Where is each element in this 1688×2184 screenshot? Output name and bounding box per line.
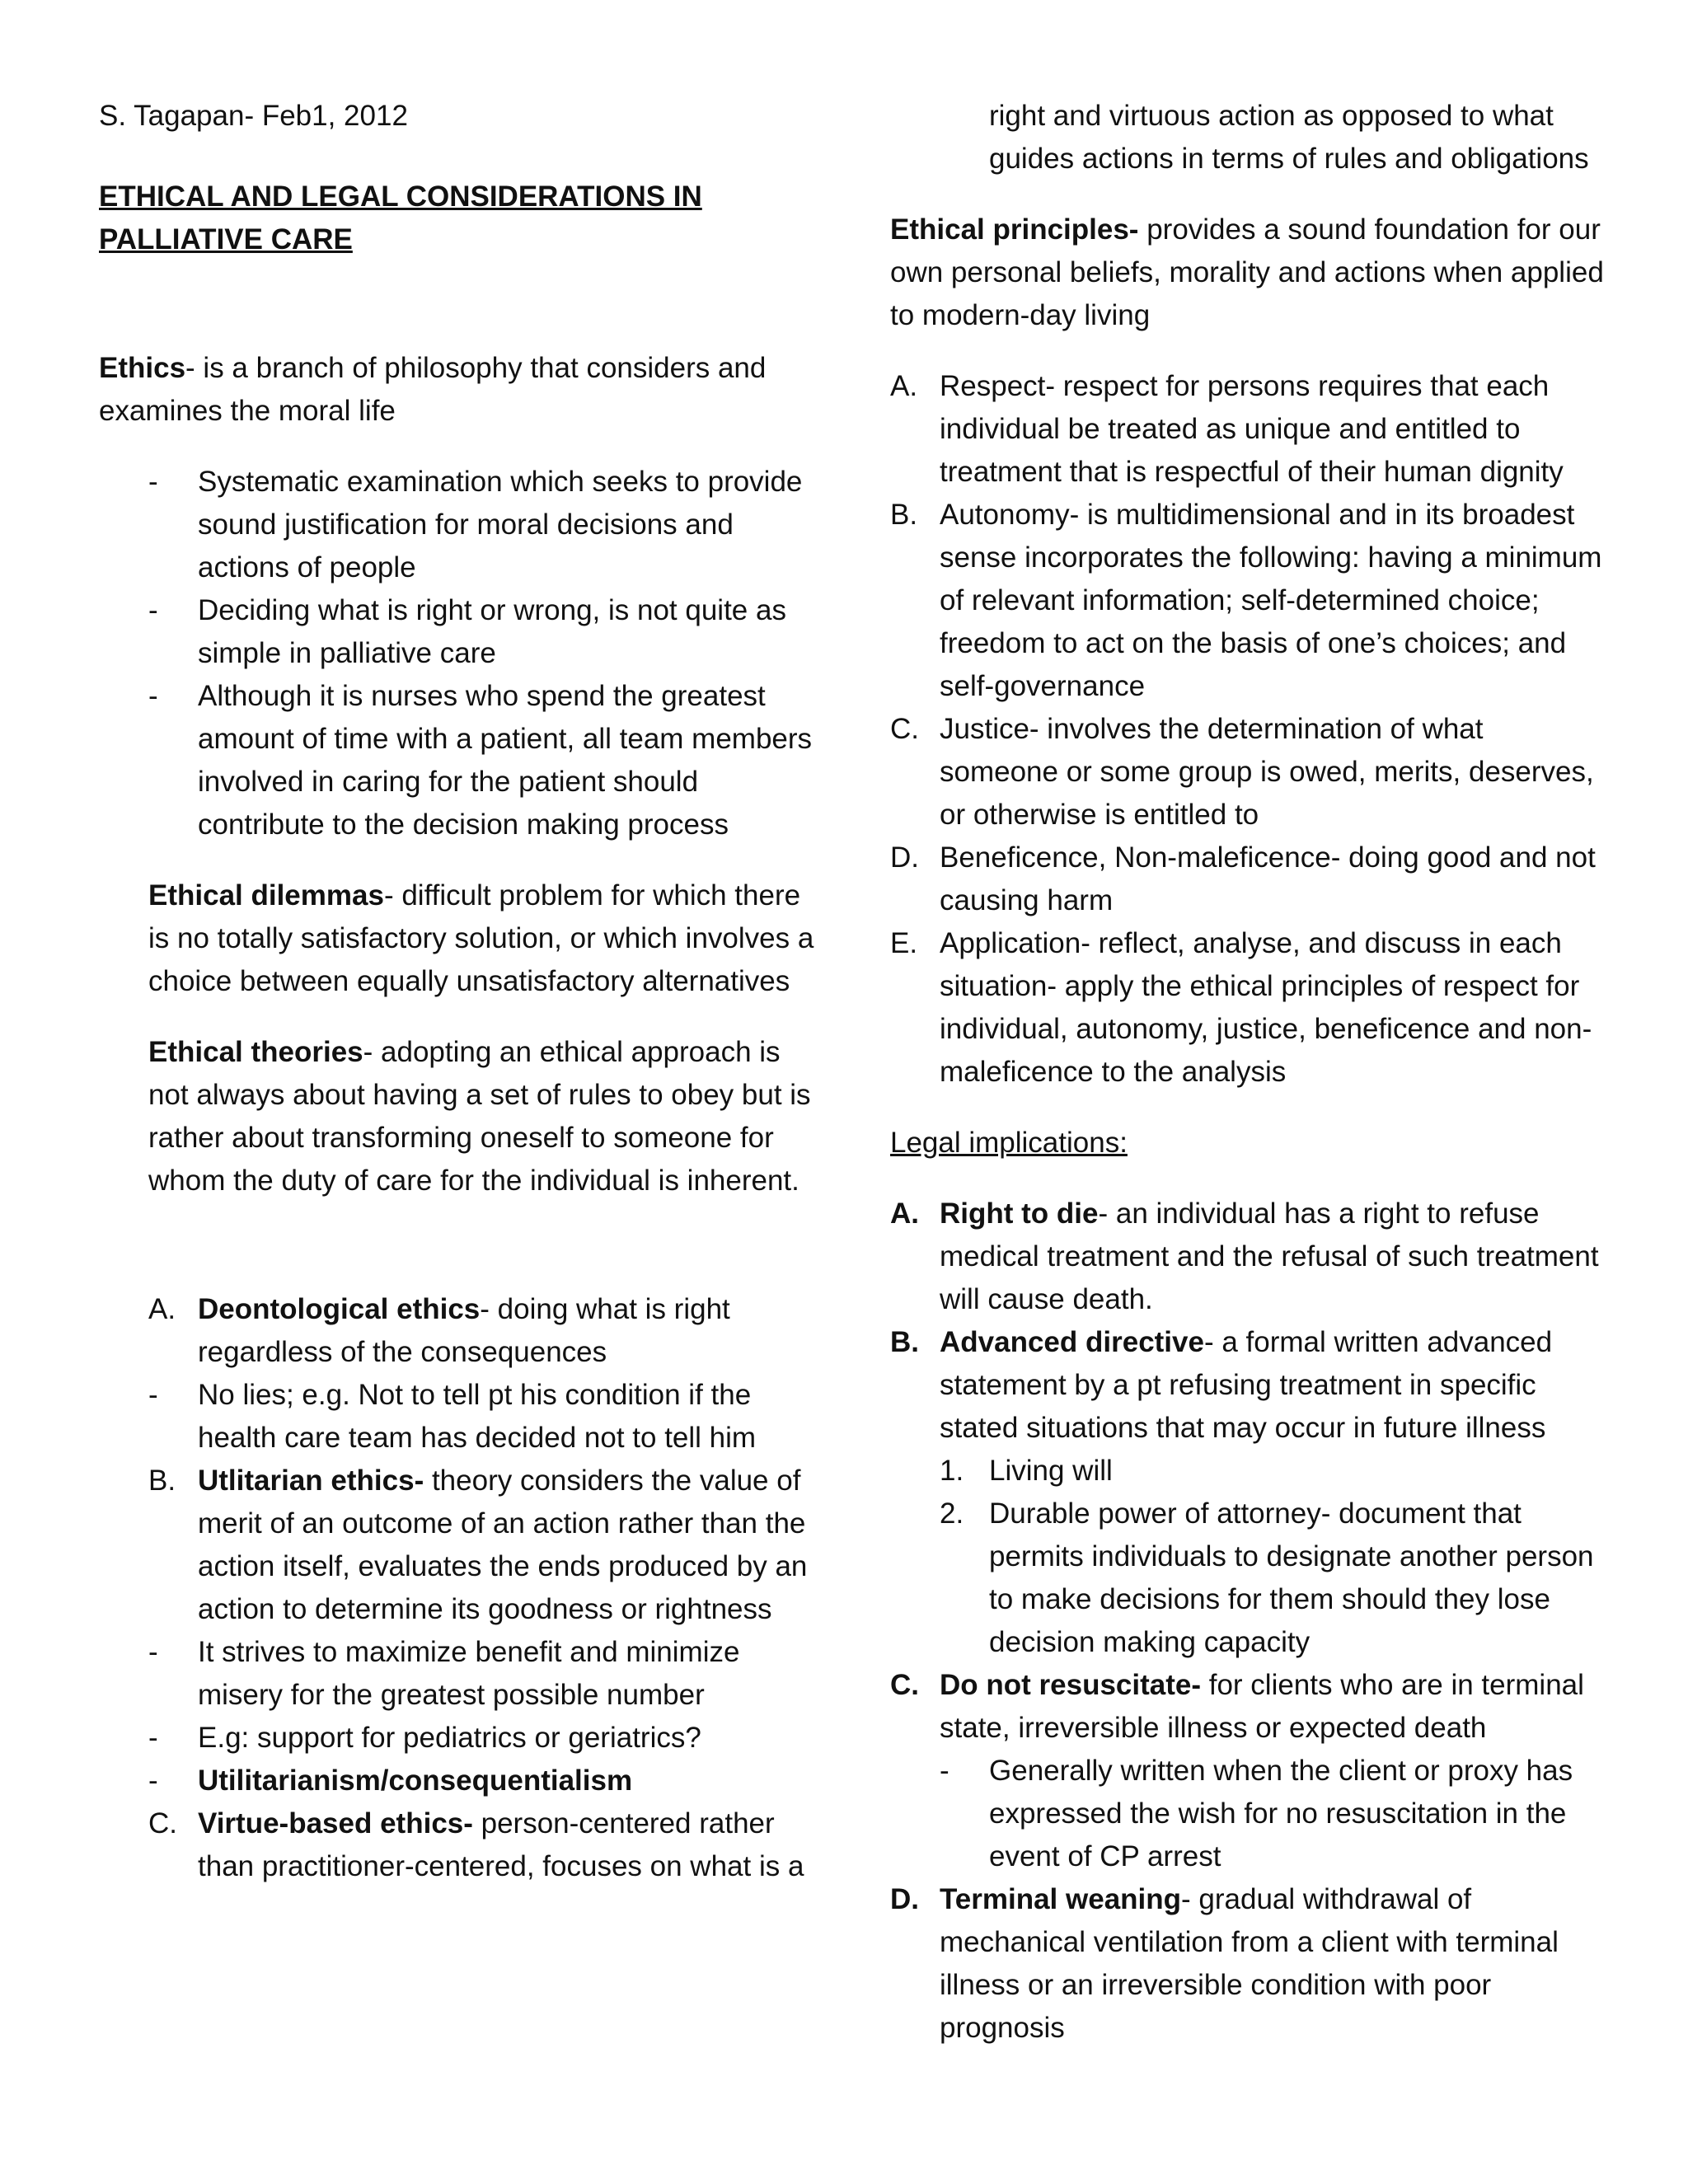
list-item: [99, 1460, 816, 1631]
bullet-text: Deciding what is right or wrong, is not quite as simple in palliative care: [198, 594, 786, 669]
bullet-marker: -: [148, 1765, 158, 1797]
list-marker: D.: [890, 841, 919, 874]
list-marker: C.: [890, 713, 919, 745]
list-item: [890, 837, 1607, 922]
list-marker: A.: [890, 370, 918, 402]
sub-item-text: Durable power of attorney- document that permits individuals to designate another person to make decisions for them should they lose decision making capacity: [989, 1497, 1594, 1658]
list-item: [99, 1374, 816, 1460]
principles-term: Ethical principles-: [890, 213, 1139, 246]
legal-list: [890, 1193, 1607, 2050]
list-marker: C.: [890, 1669, 919, 1701]
dilemmas-paragraph: [99, 874, 816, 1003]
list-item: [99, 1631, 816, 1717]
list-marker: D.: [890, 1883, 919, 1915]
bullet-text: It strives to maximize benefit and minimize misery for the greatest possible number: [198, 1636, 740, 1711]
list-item: [890, 365, 1607, 494]
theories-paragraph: [99, 1031, 816, 1202]
bullet-text: Systematic examination which seeks to provide sound justification for moral decisions and actions of people: [198, 466, 803, 583]
ethics-term: Ethics: [99, 352, 186, 384]
dilemmas-term: Ethical dilemmas: [148, 879, 384, 912]
list-marker: 1.: [940, 1455, 964, 1487]
list-item: [99, 1802, 816, 1888]
list-item: [890, 1750, 1607, 1878]
ethics-definition-text: - is a branch of philosophy that considers and examines the moral life: [99, 352, 767, 427]
bullet-marker: -: [148, 594, 158, 626]
terminal-weaning-text: - gradual withdrawal of mechanical ventilation from a client with terminal illness or an irreversible condition with poor prognosis: [940, 1883, 1559, 2044]
left-column: [99, 95, 816, 1888]
bullet-marker: -: [940, 1755, 950, 1787]
ethics-definition: [99, 347, 816, 433]
list-marker: 2.: [940, 1497, 964, 1530]
principle-text: Respect- respect for persons requires that each individual be treated as unique and entitled to treatment that is respectful of their human dignity: [940, 370, 1564, 488]
dnr-term: Do not resuscitate-: [940, 1669, 1201, 1701]
list-item: [890, 922, 1607, 1094]
list-item: [890, 1450, 1607, 1493]
bullet-text: No lies; e.g. Not to tell pt his condition if the health care team has decided not to tell him: [198, 1379, 757, 1454]
list-item: [890, 494, 1607, 708]
list-item: [99, 1288, 816, 1374]
list-item: [890, 1878, 1607, 2050]
terminal-weaning-term: Terminal weaning: [940, 1883, 1182, 1915]
virtue-continuation: right and virtuous action as opposed to what guides actions in terms of rules and obligations: [989, 100, 1589, 175]
list-item: [890, 1664, 1607, 1750]
principles-text: provides a sound foundation for our own personal beliefs, morality and actions when applied to modern-day living: [890, 213, 1604, 331]
legal-heading: Legal implications:: [890, 1127, 1128, 1159]
principle-text: Application- reflect, analyse, and discuss in each situation- apply the ethical principles of respect for individual, autonomy, justice, beneficence and non-maleficence to the analysis: [940, 927, 1592, 1088]
deontological-term: Deontological ethics: [198, 1293, 481, 1325]
dilemmas-text: - difficult problem for which there is no totally satisfactory solution, or which involves a choice between equally unsatisfactory alternatives: [148, 879, 814, 997]
author-date: S. Tagapan- Feb1, 2012: [99, 100, 408, 132]
bullet-marker: -: [148, 1636, 158, 1668]
advanced-directive-term: Advanced directive: [940, 1326, 1204, 1358]
theory-list: [99, 1288, 816, 1888]
utilitarian-term: Utlitarian ethics-: [198, 1465, 424, 1497]
list-marker: B.: [890, 499, 918, 531]
list-marker: E.: [890, 927, 918, 959]
bullet-marker: -: [148, 680, 158, 712]
list-item: [890, 1321, 1607, 1450]
bullet-text: Although it is nurses who spend the greatest amount of time with a patient, all team members involved in caring for the patient should contribute to the decision making process: [198, 680, 813, 841]
list-marker: A.: [890, 1197, 919, 1230]
list-marker: C.: [148, 1807, 177, 1840]
principles-list: [890, 365, 1607, 1094]
list-marker: A.: [148, 1293, 176, 1325]
document-title: ETHICAL AND LEGAL CONSIDERATIONS IN PALLIATIVE CARE: [99, 180, 702, 255]
right-to-die-term: Right to die: [940, 1197, 1099, 1230]
sub-item-text: Living will: [989, 1455, 1113, 1487]
dnr-text: for clients who are in terminal state, irreversible illness or expected death: [940, 1669, 1584, 1744]
bullet-marker: -: [148, 1722, 158, 1754]
virtue-term: Virtue-based ethics-: [198, 1807, 473, 1840]
virtue-text: person-centered rather than practitioner-centered, focuses on what is a: [198, 1807, 804, 1882]
bullet-marker: -: [148, 1379, 158, 1411]
right-to-die-text: - an individual has a right to refuse medical treatment and the refusal of such treatment will cause death.: [940, 1197, 1599, 1315]
ethics-bullet-list: [99, 461, 816, 846]
bullet-text: E.g: support for pediatrics or geriatrics?: [198, 1722, 701, 1754]
theories-term: Ethical theories: [148, 1036, 363, 1068]
list-item: [99, 461, 816, 589]
list-item: [99, 1760, 816, 1802]
principle-text: Justice- involves the determination of what someone or some group is owed, merits, deserves, or otherwise is entitled to: [940, 713, 1594, 831]
list-item: [890, 1193, 1607, 1321]
principle-text: Autonomy- is multidimensional and in its broadest sense incorporates the following: having a minimum of relevant information; self-determined choice; freedom to act on the basis of one’s choices; and self-governance: [940, 499, 1602, 702]
list-marker: B.: [148, 1465, 176, 1497]
theories-text: - adopting an ethical approach is not always about having a set of rules to obey but is rather about transforming oneself to someone for whom the duty of care for the individual is inherent.: [148, 1036, 811, 1197]
list-marker: B.: [890, 1326, 919, 1358]
list-item: [890, 1493, 1607, 1664]
advanced-directive-text: - a formal written advanced statement by a pt refusing treatment in specific stated situations that may occur in future illness: [940, 1326, 1553, 1444]
list-item: [99, 589, 816, 675]
bullet-text: Utilitarianism/consequentialism: [198, 1765, 633, 1797]
right-column: [890, 95, 1607, 2050]
list-item: [890, 708, 1607, 837]
principles-paragraph: [890, 209, 1607, 337]
deontological-text: - doing what is right regardless of the consequences: [198, 1293, 730, 1368]
list-item: [99, 675, 816, 846]
principle-text: Beneficence, Non-maleficence- doing good and not causing harm: [940, 841, 1596, 916]
utilitarian-text: theory considers the value of merit of an outcome of an action rather than the action itself, evaluates the ends produced by an action to determine its goodness or rightness: [198, 1465, 808, 1625]
bullet-marker: -: [148, 466, 158, 498]
list-item: [99, 1717, 816, 1760]
sub-item-text: Generally written when the client or proxy has expressed the wish for no resuscitation in the event of CP arrest: [989, 1755, 1573, 1872]
